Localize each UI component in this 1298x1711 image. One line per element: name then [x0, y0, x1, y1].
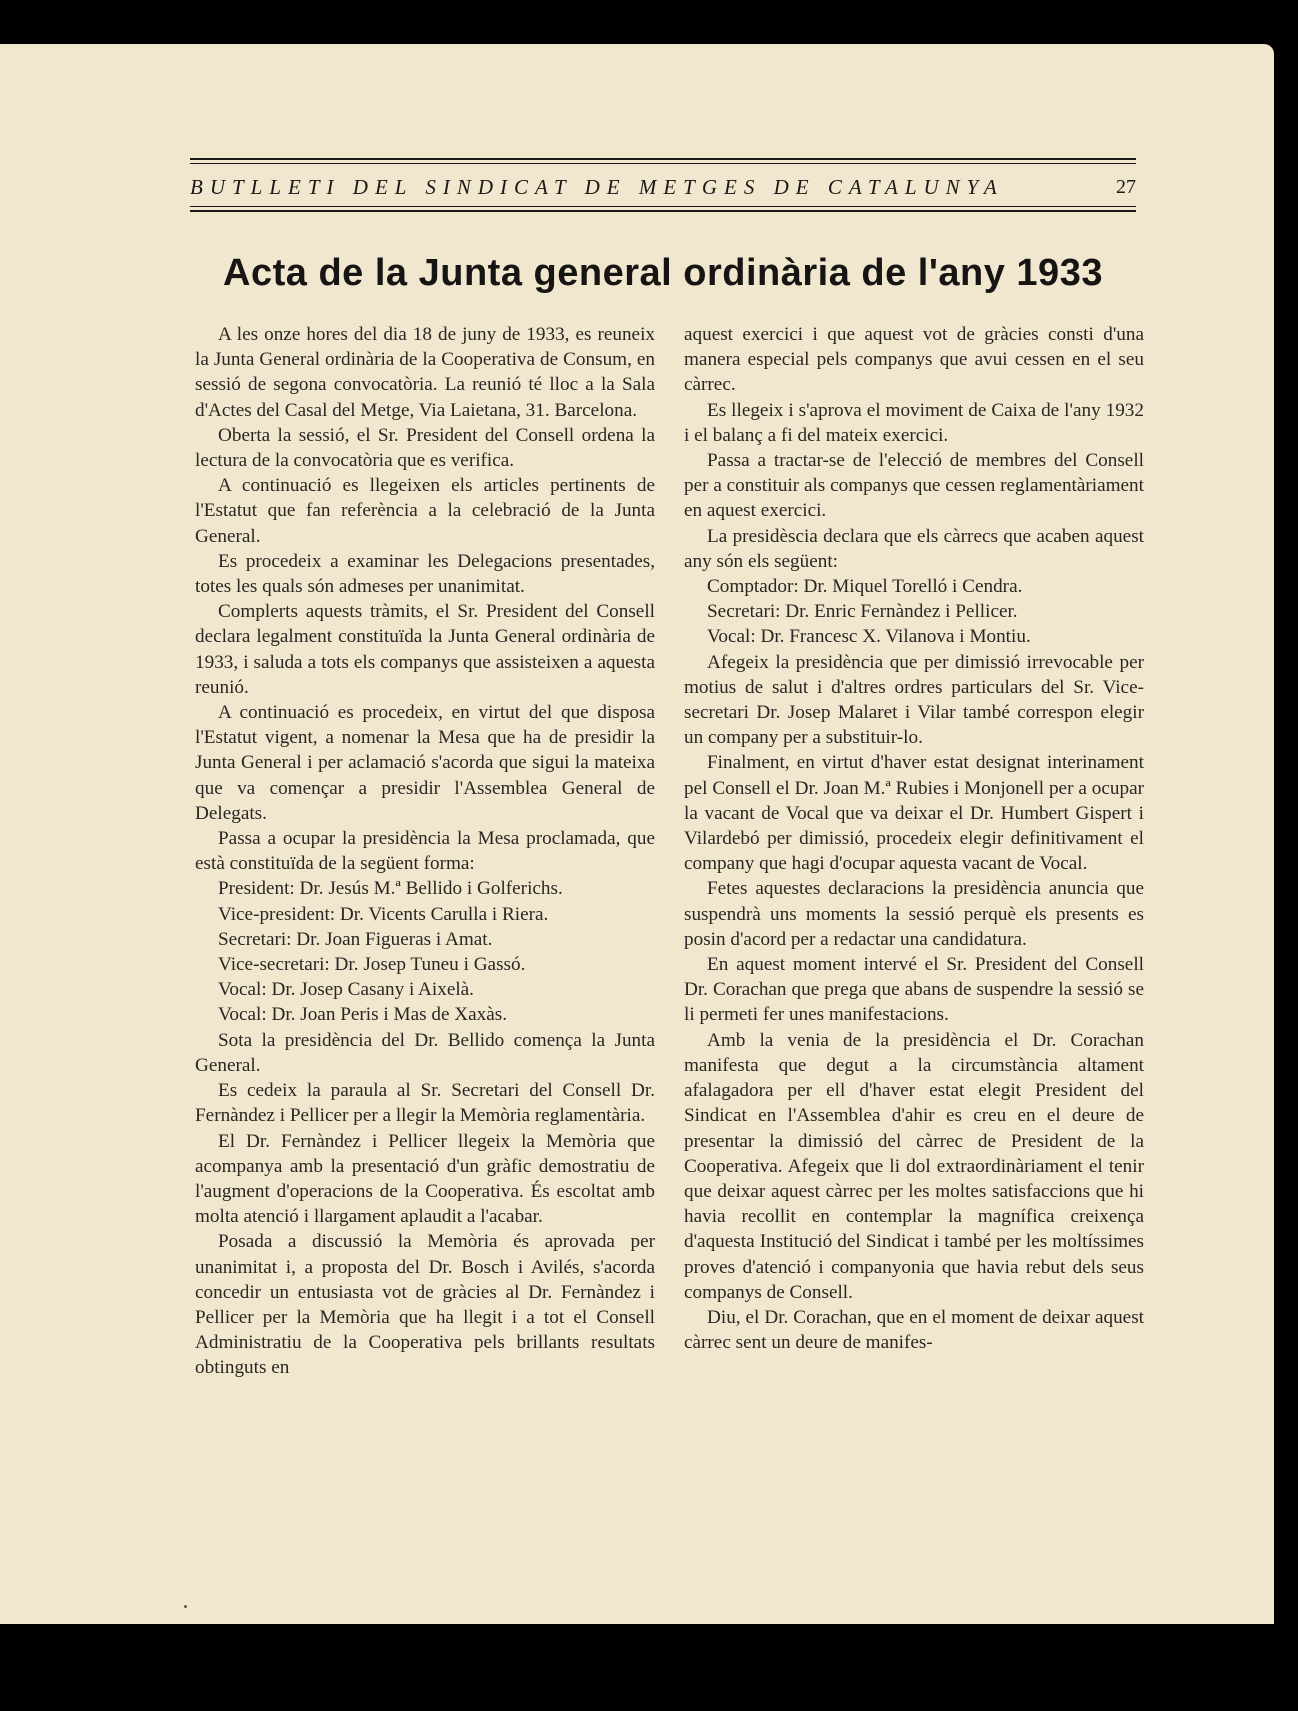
paragraph: Es llegeix i s'aprova el moviment de Caixa de l'any 1932 i el balanç a fi del mateix exercici. — [684, 399, 1144, 446]
paragraph: Amb la venia de la presidència el Dr. Corachan manifesta que degut a la circumstància altament afalagadora per ell d'haver estat elegit President del Sindicat en l'Assemblea d'ahir es creu en el deure de presentar la dimissió del càrrec de President de la Cooperativa. Afegeix que li dol extraordinàriament el tenir que deixar aquest càrrec per les moltes satisfaccions que hi havia recollit en contemplar la magnífica creixença d'aquesta Institució del Sindicat i també per les moltíssimes proves d'atenció i companyonia que havia rebut dels seus companys de Consell. — [684, 1029, 1144, 1303]
board-member-line: Vice-secretari: Dr. Josep Tuneu i Gassó. — [218, 954, 526, 976]
paragraph: aquest exercici i que aquest vot de gràcies consti d'una manera especial pels companys que avui cessen en el seu càrrec. — [684, 324, 1144, 396]
board-member-line: Secretari: Dr. Joan Figueras i Amat. — [218, 928, 493, 950]
running-title: BUTLLETI DEL SINDICAT DE METGES DE CATALUNYA — [190, 174, 1004, 199]
paragraph: Afegeix la presidència que per dimissió irrevocable per motius de salut i d'altres ordres particulars del Sr. Vice-secretari Dr. Josep Malaret i Vilar també correspon elegir un company per a substituir-lo. — [684, 651, 1144, 749]
paragraph: Finalment, en virtut d'haver estat designat interinament pel Consell el Dr. Joan M.ª Rubies i Monjonell per a ocupar la vacant de Vocal que va deixar el Dr. Humbert Gispert i Vilardebó per dimissió, procedeix elegir definitivament el company que hagi d'ocupar aquesta vacant de Vocal. — [684, 752, 1144, 875]
paragraph: Fetes aquestes declaracions la presidència anuncia que suspendrà uns moments la sessió perquè els presents es posin d'acord per a redactar una candidatura. — [684, 878, 1144, 950]
paragraph: Posada a discussió la Memòria és aprovada per unanimitat i, a proposta del Dr. Bosch i Avilés, s'acorda concedir un entusiasta vot de gràcies al Dr. Fernàndez i Pellicer per la Memòria que ha llegit i a tot el Consell Administratiu de la Cooperativa pels brillants resultats obtinguts en — [195, 1231, 655, 1379]
header-rule-top-2 — [190, 163, 1136, 164]
header-rule-top-1 — [190, 158, 1136, 160]
paragraph: Es procedeix a examinar les Delegacions presentades, totes les quals són admeses per unanimitat. — [195, 550, 655, 598]
paragraph: Passa a ocupar la presidència la Mesa proclamada, que està constituïda de la següent forma: — [195, 828, 655, 875]
paragraph: En aquest moment intervé el Sr. President del Consell Dr. Corachan que prega que abans de suspendre la sessió se li permeti fer unes manifestacions. — [684, 954, 1144, 1026]
outgoing-member-line: Vocal: Dr. Francesc X. Vilanova i Montiu. — [707, 626, 1031, 648]
paragraph: Complerts aquests tràmits, el Sr. President del Consell declara legalment constituïda la Junta General ordinària de 1933, i saluda a tots els companys que assisteixen a aquesta reunió. — [195, 601, 655, 698]
article-title: Acta de la Junta general ordinària de l'any 1933 — [223, 252, 1103, 294]
page-number: 27 — [1116, 175, 1136, 198]
paragraph: A continuació es procedeix, en virtut del que disposa l'Estatut vigent, a nomenar la Mesa que ha de presidir la Junta General i per aclamació s'acorda que sigui la mateixa que va començar a presidir l'Assemblea General de Delegats. — [195, 702, 655, 824]
header-rule-bottom-2 — [190, 210, 1136, 212]
paragraph: Passa a tractar-se de l'elecció de membres del Consell per a constituir als companys que cessen reglamentàriament en aquest exercici. — [684, 450, 1144, 522]
paragraph: A les onze hores del dia 18 de juny de 1933, es reuneix la Junta General ordinària de la Cooperativa de Consum, en sessió de segona convocatòria. La reunió té lloc a la Sala d'Actes del Casal del Metge, Via Laietana, 31. Barcelona. — [195, 324, 655, 421]
paragraph: A continuació es llegeixen els articles pertinents de l'Estatut que fan referència a la celebració de la Junta General. — [195, 475, 655, 547]
paragraph: Es cedeix la paraula al Sr. Secretari del Consell Dr. Fernàndez i Pellicer per a llegir la Memòria reglamentària. — [195, 1080, 655, 1127]
paragraph: Oberta la sessió, el Sr. President del Consell ordena la lectura de la convocatòria que es verifica. — [195, 424, 655, 472]
paragraph: El Dr. Fernàndez i Pellicer llegeix la Memòria que acompanya amb la presentació d'un gràfic demostratiu de l'augment d'operacions de la Cooperativa. És escoltat amb molta atenció i llargament aplaudit a l'acabar. — [195, 1130, 655, 1228]
board-member-line: Vice-president: Dr. Vicents Carulla i Riera. — [218, 903, 549, 925]
board-member-line: Vocal: Dr. Josep Casany i Aixelà. — [218, 979, 474, 1001]
paragraph: La presidèscia declara que els càrrecs que acaben aquest any són els següent: — [684, 525, 1144, 572]
outgoing-member-line: Comptador: Dr. Miquel Torelló i Cendra. — [707, 576, 1023, 598]
board-member-line: President: Dr. Jesús M.ª Bellido i Golferichs. — [218, 878, 563, 900]
board-member-line: Vocal: Dr. Joan Peris i Mas de Xaxàs. — [218, 1004, 508, 1026]
running-header — [190, 170, 1136, 204]
ink-speck — [184, 1605, 187, 1608]
paragraph: Sota la presidència del Dr. Bellido comença la Junta General. — [195, 1029, 655, 1076]
outgoing-member-line: Secretari: Dr. Enric Fernàndez i Pellicer. — [707, 601, 1018, 623]
right-column — [684, 322, 1144, 1355]
header-rule-bottom-1 — [190, 206, 1136, 207]
paragraph: Diu, el Dr. Corachan, que en el moment de deixar aquest càrrec sent un deure de manifes- — [684, 1306, 1144, 1354]
left-column — [195, 322, 655, 1381]
